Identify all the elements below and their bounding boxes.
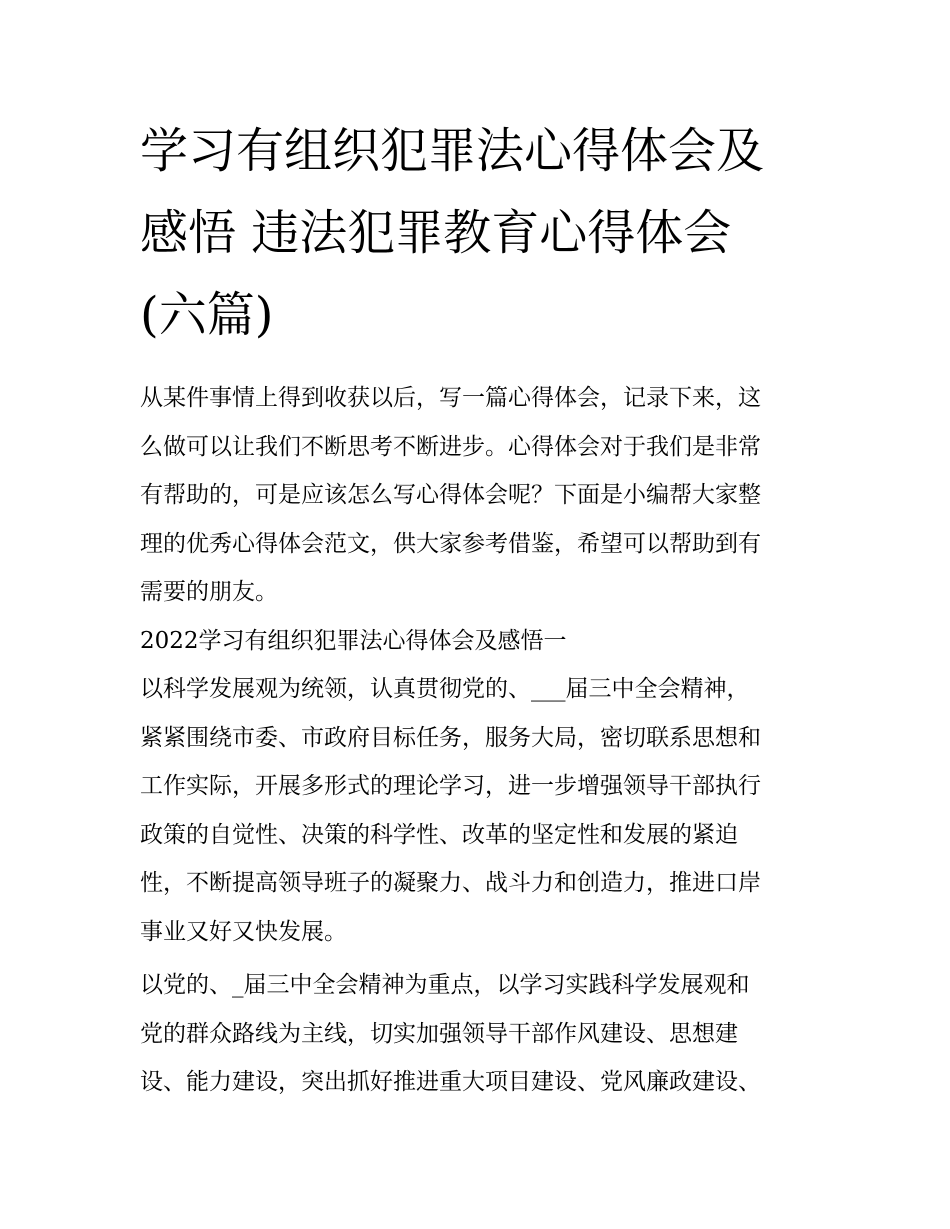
section-heading bbox=[140, 617, 812, 666]
body-paragraph bbox=[140, 961, 812, 1107]
document-body bbox=[140, 374, 812, 1107]
text-line: 紧紧围绕市委、市政府目标任务，服务大局，密切联系思想和 bbox=[140, 724, 761, 751]
document-page bbox=[140, 110, 812, 1107]
body-paragraph bbox=[140, 665, 812, 956]
text-line: 么做可以让我们不断思考不断进步。心得体会对于我们是非常 bbox=[140, 433, 761, 460]
title-line: 学习有组织犯罪法心得体会及 bbox=[140, 123, 765, 179]
text-line: 2022学习有组织犯罪法心得体会及感悟一 bbox=[140, 627, 567, 654]
document-title bbox=[140, 110, 812, 356]
text-line: 以科学发展观为统领，认真贯彻党的、___届三中全会精神， bbox=[140, 676, 750, 702]
text-line: 性，不断提高领导班子的凝聚力、战斗力和创造力，推进口岸 bbox=[140, 870, 761, 896]
text-line: 从某件事情上得到收获以后，写一篇心得体会，记录下来，这 bbox=[140, 385, 761, 411]
text-line: 理的优秀心得体会范文，供大家参考借鉴，希望可以帮助到有 bbox=[140, 530, 761, 557]
text-line: 有帮助的，可是应该怎么写心得体会呢？下面是小编帮大家整 bbox=[140, 482, 761, 508]
text-line: 以党的、_届三中全会精神为重点，以学习实践科学发展观和 bbox=[140, 972, 750, 998]
text-line: 设、能力建设，突出抓好推进重大项目建设、党风廉政建设、 bbox=[140, 1069, 761, 1095]
text-line: 工作实际，开展多形式的理论学习，进一步增强领导干部执行 bbox=[140, 773, 761, 799]
text-line: 事业又好又快发展。 bbox=[140, 918, 347, 945]
intro-paragraph bbox=[140, 374, 812, 617]
title-line: 感悟 违法犯罪教育心得体会 bbox=[140, 205, 732, 261]
text-line: 党的群众路线为主线，切实加强领导干部作风建设、思想建 bbox=[140, 1020, 738, 1047]
text-line: 需要的朋友。 bbox=[140, 579, 278, 605]
title-line: (六篇) bbox=[140, 287, 274, 343]
text-line: 政策的自觉性、决策的科学性、改革的坚定性和发展的紧迫 bbox=[140, 821, 738, 848]
